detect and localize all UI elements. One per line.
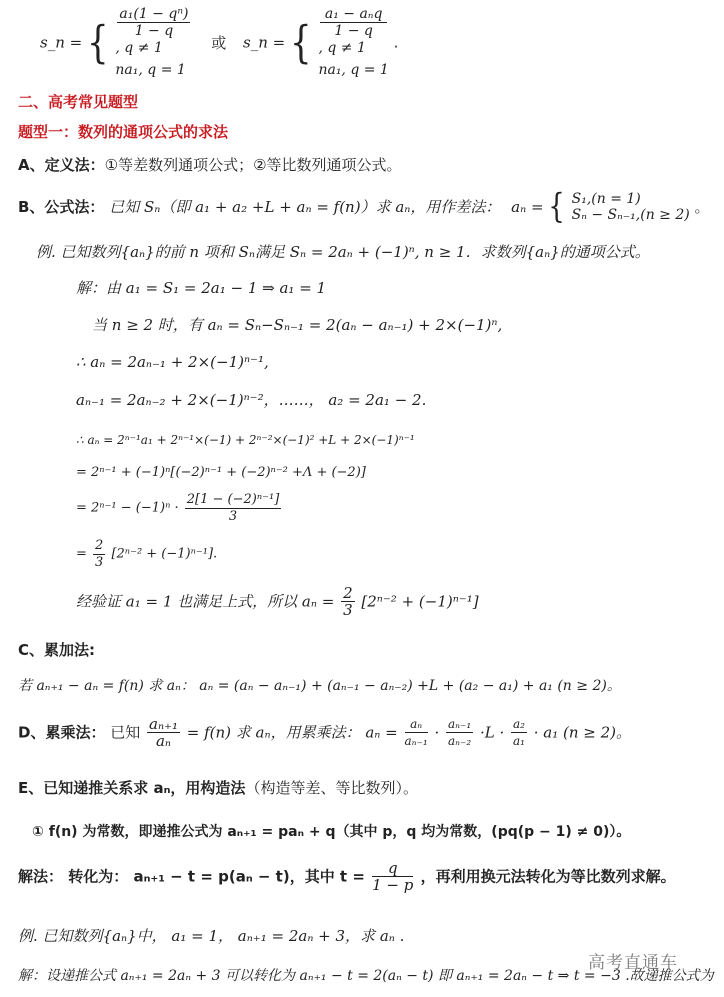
method-a bbox=[18, 155, 402, 175]
right-case1-den: 1 − q bbox=[334, 23, 373, 39]
method-d-p3-num: a₂ bbox=[513, 717, 525, 731]
method-d-text2: = f(n) 求 aₙ，用累乘法： aₙ = bbox=[186, 723, 398, 742]
example1-sol2: 当 n ≥ 2 时，有 aₙ = Sₙ−Sₙ₋₁ = 2(aₙ − aₙ₋₁) + 2×(−1)ⁿ, bbox=[92, 316, 503, 334]
type1-title: 题型一：数列的通项公式的求法 bbox=[18, 123, 229, 141]
method-e-text: （构造等差、等比数列）。 bbox=[245, 779, 418, 797]
method-d-frac-num: aₙ₊₁ bbox=[149, 715, 178, 733]
method-c-text: 若 aₙ₊₁ − aₙ = f(n) 求 aₙ： aₙ = (aₙ − aₙ₋₁) + (aₙ₋₁ − aₙ₋₂) +L + (a₂ − a₁) + a₁ (n ≥ 2)。 bbox=[18, 678, 621, 694]
left-case1-num: a₁(1 − qⁿ) bbox=[119, 6, 189, 22]
method-b-case2: Sₙ − Sₙ₋₁,(n ≥ 2) bbox=[571, 207, 690, 223]
method-d-p1-num: aₙ bbox=[405, 716, 428, 733]
formula-end: . bbox=[393, 33, 399, 52]
formula-right-lhs: s_n = bbox=[243, 33, 286, 52]
method-c-label: C、累加法: bbox=[18, 641, 96, 659]
solution-method-frac-num: q bbox=[372, 860, 413, 877]
watermark: 高考直通车 bbox=[588, 953, 678, 973]
method-d-p2-den: aₙ₋₂ bbox=[448, 734, 472, 748]
example1-verify-pre: 经验证 a₁ = 1 也满足上式，所以 aₙ = bbox=[76, 592, 335, 611]
example1-sol8-num: 2 bbox=[95, 538, 104, 553]
example1-verify bbox=[76, 585, 479, 625]
example1-sol7-num: 2[1 − (−2)ⁿ⁻¹] bbox=[186, 492, 280, 507]
example1-sol8: = $\frac{2}{3}$ [2ⁿ⁻² + (−1)ⁿ⁻¹]. bbox=[76, 538, 218, 570]
method-b-lhs: aₙ = bbox=[511, 198, 544, 216]
method-b-label: B、公式法： bbox=[18, 198, 105, 216]
method-e bbox=[18, 778, 418, 798]
method-e-label: E、已知递推关系求 aₙ，用构造法 bbox=[18, 779, 246, 797]
formula-left-lhs: s_n = bbox=[40, 33, 83, 52]
left-brace: { bbox=[86, 16, 109, 69]
method-b-cases bbox=[572, 191, 690, 223]
method-d-end: · a₁ (n ≥ 2)。 bbox=[533, 723, 632, 742]
method-d-p3-den: a₁ bbox=[513, 734, 525, 748]
example1-sol5: ∴ aₙ = 2ⁿ⁻¹a₁ + 2ⁿ⁻¹×(−1) + 2ⁿ⁻²×(−1)² +L + 2×(−1)ⁿ⁻¹ bbox=[76, 433, 415, 447]
right-case1-cond: , q ≠ 1 bbox=[318, 40, 366, 56]
example1-verify-num: 2 bbox=[343, 584, 353, 602]
method-e-item1: ① f(n) 为常数，即递推公式为 aₙ₊₁ = paₙ + q（其中 p，q 均为常数，(pq(p − 1) ≠ 0)）。 bbox=[32, 824, 631, 840]
right-brace: { bbox=[290, 16, 312, 69]
example2-statement: 例. 已知数列{aₙ}中， a₁ = 1， aₙ₊₁ = 2aₙ + 3，求 aₙ . bbox=[18, 927, 405, 945]
method-b-brace: { bbox=[548, 187, 565, 227]
method-d-mid: ·L · bbox=[479, 723, 505, 742]
method-b-text: 已知 Sₙ（即 a₁ + a₂ +L + aₙ = f(n)）求 aₙ，用作差法： bbox=[109, 198, 501, 216]
solution-method-text1: 转化为： aₙ₊₁ − t = p(aₙ − t)，其中 t = bbox=[68, 867, 365, 886]
example1-sol1: 解：由 a₁ = S₁ = 2a₁ − 1 ⇒ a₁ = 1 bbox=[76, 279, 327, 297]
example1-sol7-pre: = 2ⁿ⁻¹ − (−1)ⁿ · bbox=[76, 500, 179, 516]
method-d: D、累乘法： 已知 $\frac{\text{aₙ₊₁}}{\text{aₙ}}$ = f(n) 求 aₙ，用累乘法： aₙ = $\frac{\text{aₙ}}{\text{aₙ₋₁}}$ · $\frac{\text{aₙ₋₁}}{\text{aₙ₋₂}}$ ·L · $\frac{\text{a₂}}{\text{a₁}}$ · a₁ (n ≥ 2)。 bbox=[18, 715, 632, 750]
formula-right-cases bbox=[318, 6, 388, 79]
example1-sol4: aₙ₋₁ = 2aₙ₋₂ + 2×(−1)ⁿ⁻²，……， a₂ = 2a₁ − 2. bbox=[76, 391, 427, 409]
example1-sol7 bbox=[76, 492, 283, 532]
solution-method-frac-den: 1 − p bbox=[372, 876, 414, 894]
example1-verify-den: 3 bbox=[343, 601, 353, 619]
example1-verify-post: [2ⁿ⁻² + (−1)ⁿ⁻¹] bbox=[361, 592, 479, 611]
method-a-label: A、定义法： bbox=[18, 156, 105, 174]
example1-sol3: ∴ aₙ = 2aₙ₋₁ + 2×(−1)ⁿ⁻¹, bbox=[76, 353, 269, 371]
example1-sol8-den: 3 bbox=[95, 555, 104, 570]
method-d-label: D、累乘法： bbox=[18, 723, 106, 742]
example1-statement: 例. 已知数列{aₙ}的前 n 项和 Sₙ满足 Sₙ = 2aₙ + (−1)ⁿ, n ≥ 1．求数列{aₙ}的通项公式。 bbox=[36, 243, 650, 261]
method-b bbox=[18, 187, 710, 230]
left-case2: na₁, q = 1 bbox=[115, 62, 186, 78]
method-d-frac-den: aₙ bbox=[155, 732, 172, 750]
example1-sol8-post: [2ⁿ⁻² + (−1)ⁿ⁻¹]. bbox=[111, 546, 218, 562]
left-case1-cond: , q ≠ 1 bbox=[115, 40, 163, 56]
example2-solution: 解：设递推公式 aₙ₊₁ = 2aₙ + 3 可以转化为 aₙ₊₁ − t = 2(aₙ − t) 即 aₙ₊₁ = 2aₙ − t ⇒ t = −3 .故递推公式为 bbox=[18, 968, 714, 984]
method-b-case1: S₁,(n = 1) bbox=[571, 191, 641, 207]
method-b-end: 。 bbox=[694, 198, 710, 216]
solution-method-label: 解法： bbox=[18, 867, 64, 886]
method-a-text: ①等差数列通项公式；②等比数列通项公式。 bbox=[104, 156, 402, 174]
method-d-p1-den: aₙ₋₁ bbox=[404, 734, 428, 748]
solution-method bbox=[18, 860, 676, 904]
method-d-text1: 已知 bbox=[110, 723, 141, 742]
example1-sol6: = 2ⁿ⁻¹ + (−1)ⁿ[(−2)ⁿ⁻¹ + (−2)ⁿ⁻² +Λ + (−2)] bbox=[76, 465, 366, 480]
right-case2: na₁, q = 1 bbox=[318, 62, 389, 78]
formula-left-cases bbox=[115, 6, 192, 79]
solution-method-text2: ，再利用换元法转化为等比数列求解。 bbox=[420, 867, 676, 886]
section-title: 二、高考常见题型 bbox=[18, 93, 139, 111]
top-formula bbox=[40, 6, 398, 76]
left-case1-den: 1 − q bbox=[134, 23, 174, 39]
or-word: 或 bbox=[211, 33, 227, 52]
method-d-p2-num: aₙ₋₁ bbox=[448, 717, 472, 731]
example1-sol7-den: 3 bbox=[228, 509, 238, 524]
right-case1-num: a₁ − aₙq bbox=[320, 6, 386, 23]
